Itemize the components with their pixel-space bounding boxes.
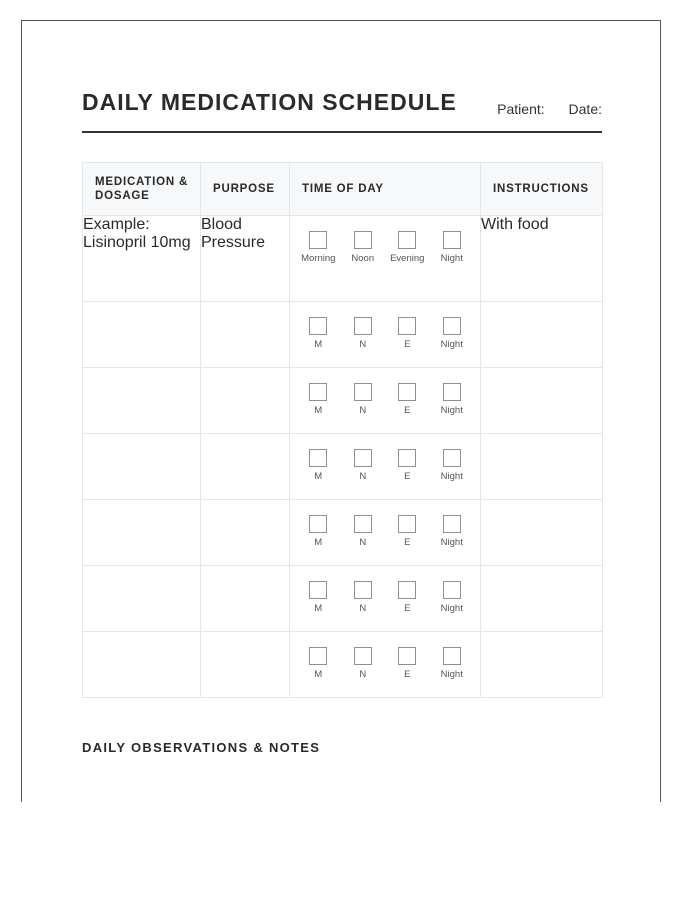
checkbox-label: Night [440, 471, 463, 482]
noon-checkbox[interactable] [354, 581, 372, 599]
noon-checkbox[interactable] [354, 383, 372, 401]
checkbox-label: Night [440, 603, 463, 614]
example-instructions: With food [481, 216, 603, 302]
time-option [341, 383, 385, 416]
page-title: DAILY MEDICATION SCHEDULE [82, 89, 457, 115]
time-option [385, 383, 429, 416]
header-purpose: PURPOSE [201, 163, 290, 216]
header-medication: MEDICATION & DOSAGE [83, 163, 201, 216]
time-checkbox-group [290, 302, 480, 350]
evening-checkbox[interactable] [398, 317, 416, 335]
time-option [385, 449, 429, 482]
morning-checkbox[interactable] [309, 383, 327, 401]
checkbox-label: N [359, 405, 367, 416]
time-option [296, 383, 340, 416]
night-checkbox[interactable] [443, 449, 461, 467]
time-option [296, 515, 340, 548]
morning-checkbox[interactable] [309, 231, 327, 249]
noon-checkbox[interactable] [354, 317, 372, 335]
time-cell [290, 566, 481, 632]
checkbox-label: E [404, 405, 411, 416]
document-header [82, 85, 602, 133]
time-cell [290, 434, 481, 500]
night-checkbox[interactable] [443, 231, 461, 249]
checkbox-label: Night [440, 669, 463, 680]
night-checkbox[interactable] [443, 383, 461, 401]
table-header-row [83, 163, 603, 216]
time-cell [290, 368, 481, 434]
morning-checkbox[interactable] [309, 647, 327, 665]
purpose-cell[interactable] [201, 368, 290, 434]
purpose-cell[interactable] [201, 566, 290, 632]
morning-checkbox[interactable] [309, 515, 327, 533]
time-option [341, 449, 385, 482]
time-checkbox-group [290, 216, 480, 264]
header-meta [497, 101, 602, 117]
checkbox-label: M [314, 339, 323, 350]
checkbox-label: Noon [351, 253, 375, 264]
instructions-cell[interactable] [481, 368, 603, 434]
evening-checkbox[interactable] [398, 449, 416, 467]
time-option [430, 581, 474, 614]
evening-checkbox[interactable] [398, 515, 416, 533]
time-cell [290, 500, 481, 566]
night-checkbox[interactable] [443, 581, 461, 599]
table-row [83, 632, 603, 698]
checkbox-label: M [314, 471, 323, 482]
checkbox-label: M [314, 669, 323, 680]
noon-checkbox[interactable] [354, 515, 372, 533]
patient-label: Patient: [497, 101, 545, 117]
checkbox-label: E [404, 603, 411, 614]
header-instructions: INSTRUCTIONS [481, 163, 603, 216]
table-row [83, 368, 603, 434]
time-checkbox-group [290, 434, 480, 482]
checkbox-label: M [314, 537, 323, 548]
time-option [385, 317, 429, 350]
time-option [385, 647, 429, 680]
medication-cell[interactable] [83, 500, 201, 566]
morning-checkbox[interactable] [309, 581, 327, 599]
checkbox-label: E [404, 471, 411, 482]
time-option [430, 515, 474, 548]
checkbox-label: N [359, 471, 367, 482]
checkbox-label: M [314, 405, 323, 416]
time-option [341, 317, 385, 350]
medication-cell[interactable] [83, 566, 201, 632]
time-cell [290, 302, 481, 368]
time-option [341, 581, 385, 614]
notes-section-title: DAILY OBSERVATIONS & NOTES [82, 740, 321, 755]
time-option [430, 383, 474, 416]
document-page [21, 20, 661, 802]
purpose-cell[interactable] [201, 302, 290, 368]
table-body [83, 216, 603, 698]
noon-checkbox[interactable] [354, 231, 372, 249]
time-checkbox-group [290, 632, 480, 680]
instructions-cell[interactable] [481, 302, 603, 368]
example-time-cell [290, 216, 481, 302]
time-option [296, 317, 340, 350]
time-option [385, 231, 429, 264]
medication-cell[interactable] [83, 368, 201, 434]
time-option [430, 449, 474, 482]
purpose-cell[interactable] [201, 632, 290, 698]
morning-checkbox[interactable] [309, 317, 327, 335]
purpose-cell[interactable] [201, 434, 290, 500]
instructions-cell[interactable] [481, 434, 603, 500]
checkbox-label: N [359, 603, 367, 614]
time-option [296, 581, 340, 614]
evening-checkbox[interactable] [398, 231, 416, 249]
checkbox-label: N [359, 669, 367, 680]
checkbox-label: Night [440, 253, 463, 264]
date-label: Date: [568, 101, 602, 117]
time-checkbox-group [290, 500, 480, 548]
time-option [296, 231, 340, 264]
night-checkbox[interactable] [443, 515, 461, 533]
noon-checkbox[interactable] [354, 647, 372, 665]
instructions-cell[interactable] [481, 632, 603, 698]
time-checkbox-group [290, 368, 480, 416]
night-checkbox[interactable] [443, 647, 461, 665]
time-option [430, 317, 474, 350]
table-row [83, 500, 603, 566]
table-row [83, 434, 603, 500]
time-option [296, 449, 340, 482]
time-checkbox-group [290, 566, 480, 614]
time-option [341, 515, 385, 548]
checkbox-label: Night [440, 339, 463, 350]
checkbox-label: E [404, 537, 411, 548]
checkbox-label: M [314, 603, 323, 614]
evening-checkbox[interactable] [398, 581, 416, 599]
checkbox-label: Night [440, 405, 463, 416]
header-time-of-day: TIME OF DAY [290, 163, 481, 216]
checkbox-label: Morning [301, 253, 336, 264]
medication-cell[interactable] [83, 302, 201, 368]
checkbox-label: Evening [390, 253, 425, 264]
morning-checkbox[interactable] [309, 449, 327, 467]
checkbox-label: N [359, 339, 367, 350]
medication-table [82, 162, 603, 698]
example-purpose: Blood Pressure [201, 216, 290, 302]
time-option [341, 647, 385, 680]
night-checkbox[interactable] [443, 317, 461, 335]
time-option [296, 647, 340, 680]
instructions-cell[interactable] [481, 500, 603, 566]
checkbox-label: E [404, 339, 411, 350]
time-option [430, 231, 474, 264]
checkbox-label: E [404, 669, 411, 680]
time-option [341, 231, 385, 264]
purpose-cell[interactable] [201, 500, 290, 566]
evening-checkbox[interactable] [398, 647, 416, 665]
example-row [83, 216, 603, 302]
example-medication: Example: Lisinopril 10mg [83, 216, 201, 302]
table-row [83, 566, 603, 632]
checkbox-label: N [359, 537, 367, 548]
medication-cell[interactable] [83, 632, 201, 698]
table-row [83, 302, 603, 368]
noon-checkbox[interactable] [354, 449, 372, 467]
time-cell [290, 632, 481, 698]
time-option [430, 647, 474, 680]
evening-checkbox[interactable] [398, 383, 416, 401]
checkbox-label: Night [440, 537, 463, 548]
time-option [385, 515, 429, 548]
instructions-cell[interactable] [481, 566, 603, 632]
medication-cell[interactable] [83, 434, 201, 500]
time-option [385, 581, 429, 614]
